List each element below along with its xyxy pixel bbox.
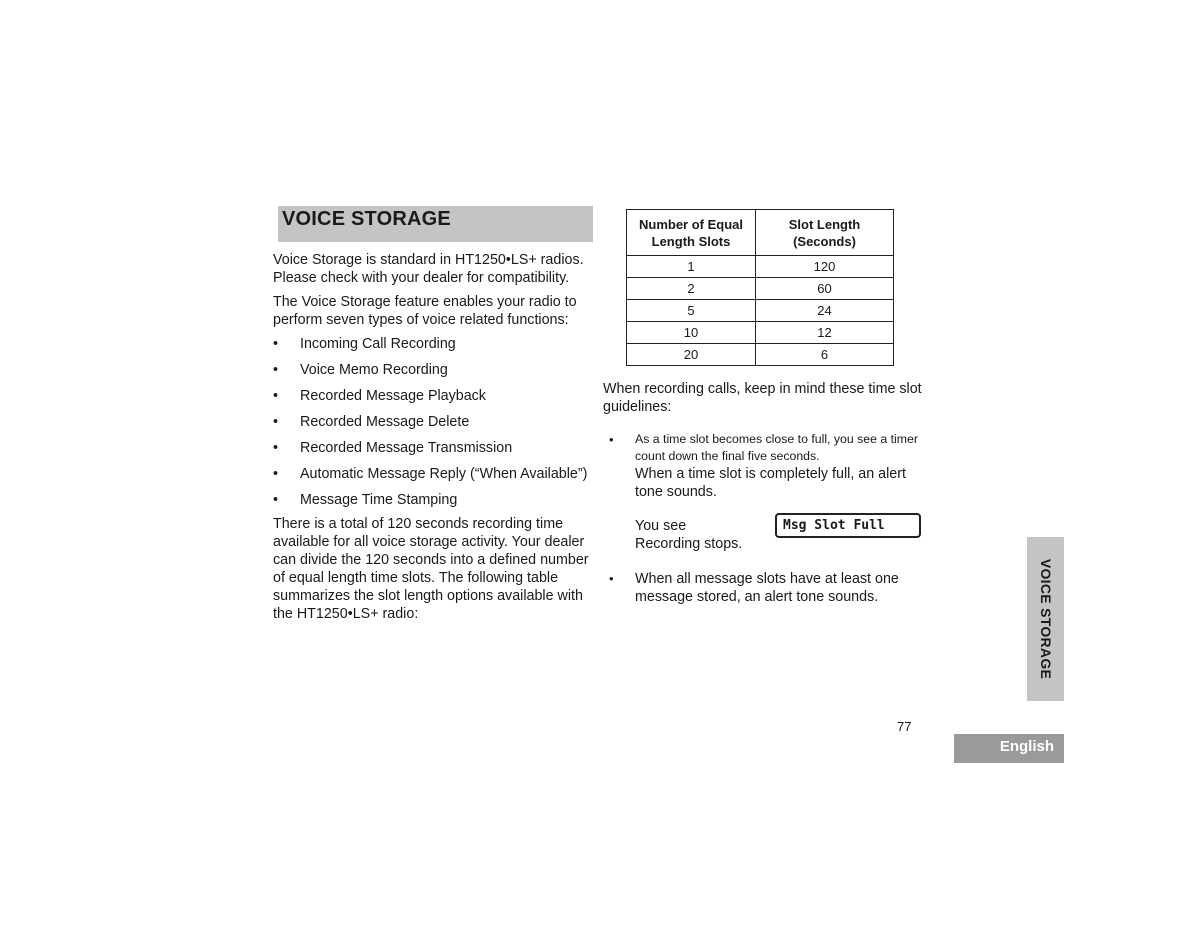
table-row: 2 60 (627, 278, 894, 300)
list-item: • Recorded Message Transmission (273, 440, 513, 456)
table-row: 1 120 (627, 256, 894, 278)
table-row: 5 24 (627, 300, 894, 322)
guideline-2-text: When all message slots have at least one message stored, an alert tone sounds. (635, 571, 899, 605)
bullet-icon: • (609, 432, 614, 447)
bullet-icon: • (273, 388, 279, 404)
guideline-1-small-text: As a time slot becomes close to full, you see a timer count down the final five seconds. (635, 432, 918, 463)
bullet-icon: • (273, 414, 279, 430)
bullet-icon: • (273, 466, 279, 482)
list-item: • Voice Memo Recording (273, 362, 448, 378)
page-title: VOICE STORAGE (282, 208, 451, 230)
section-side-tab (1027, 537, 1064, 701)
summary-paragraph: There is a total of 120 seconds recording time available for all voice storage activity. Your dealer can divide the 120 seconds into a defined number of equal length time slots. The following table summarizes the slot length options available with the HT1250•LS+ radio: (273, 516, 589, 622)
bullet-icon: • (273, 336, 279, 352)
guideline-1-text: When a time slot is completely full, an alert tone sounds. (635, 466, 906, 500)
table-header-row (627, 210, 894, 256)
side-tab-label: VOICE STORAGE (1037, 558, 1054, 680)
lcd-display: Msg Slot Full (775, 513, 921, 538)
list-item: • Automatic Message Reply (“When Available”) (273, 466, 588, 482)
language-tab: English (954, 734, 1064, 763)
guideline-1 (609, 431, 920, 501)
list-item: • Recorded Message Delete (273, 414, 470, 430)
intro-paragraph-2: The Voice Storage feature enables your radio to perform seven types of voice related functions: (273, 294, 577, 328)
bullet-icon: • (273, 362, 279, 378)
list-item: • Incoming Call Recording (273, 336, 456, 352)
function-list (273, 335, 593, 509)
you-see-label: You see (635, 518, 687, 534)
table-row: 10 12 (627, 322, 894, 344)
left-column (273, 251, 593, 629)
guideline-2 (609, 570, 915, 606)
list-item: • Recorded Message Playback (273, 388, 486, 404)
intro-paragraph-1: Voice Storage is standard in HT1250•LS+ radios. Please check with your dealer for compatibility. (273, 252, 584, 286)
recording-stops-text: Recording stops. (635, 536, 743, 552)
bullet-icon: • (273, 492, 279, 508)
header-slots: Number of Equal Length Slots (627, 210, 756, 256)
section-heading-box (278, 206, 593, 242)
guidelines-intro: When recording calls, keep in mind these time slot guidelines: (603, 381, 922, 415)
list-item: • Message Time Stamping (273, 492, 458, 508)
header-length: Slot Length (Seconds) (756, 210, 894, 256)
page-number: 77 (897, 719, 912, 734)
bullet-icon: • (273, 440, 279, 456)
slot-length-table (626, 209, 894, 366)
bullet-icon: • (609, 571, 614, 586)
table-row: 20 6 (627, 344, 894, 366)
